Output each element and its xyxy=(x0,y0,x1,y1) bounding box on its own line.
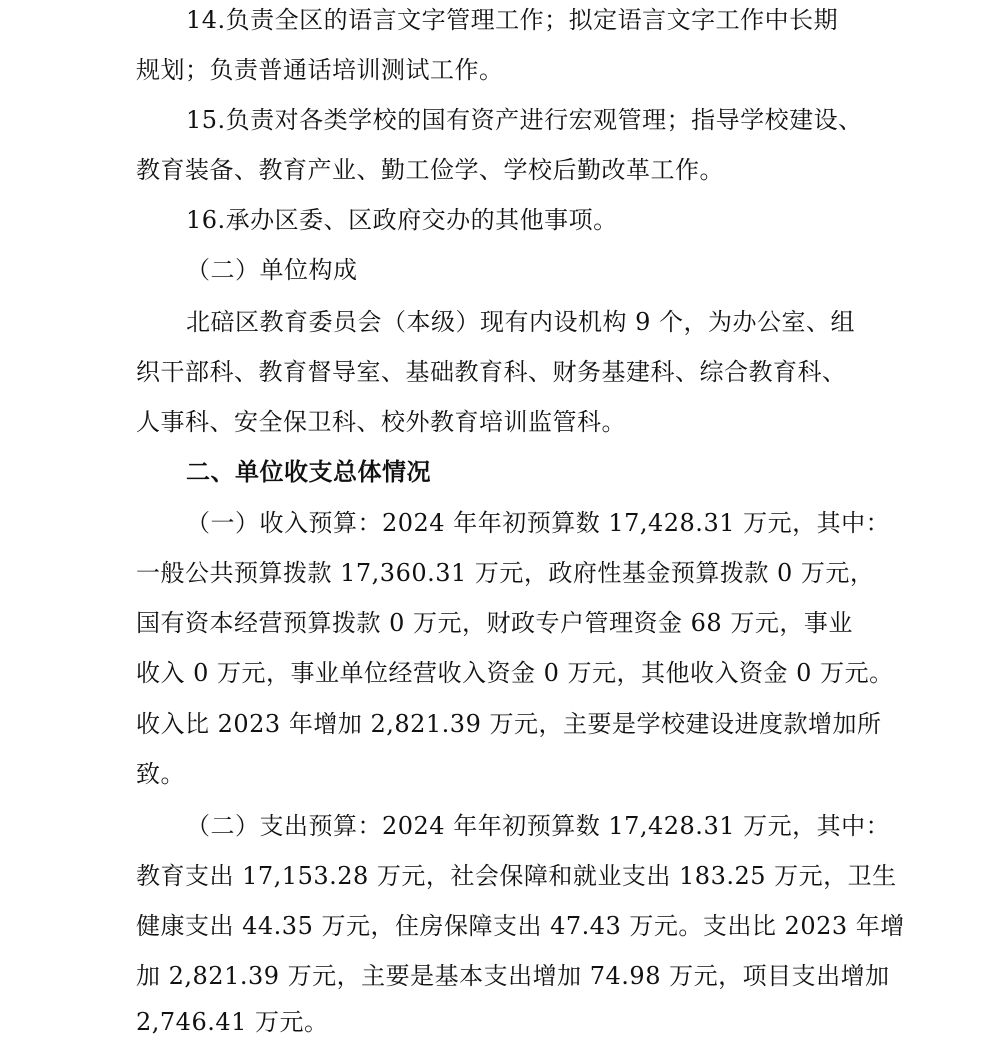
text-line: 教育装备、教育产业、勤工俭学、学校后勤改革工作。 xyxy=(136,156,724,184)
text-line: 北碚区教育委员会（本级）现有内设机构 9 个，为办公室、组 xyxy=(186,308,856,336)
text-line: 致。 xyxy=(136,760,185,788)
section-subheading: （二）单位构成 xyxy=(186,256,358,284)
text-line: 14.负责全区的语言文字管理工作；拟定语言文字工作中长期 xyxy=(186,6,839,34)
text-line: 15.负责对各类学校的国有资产进行宏观管理；指导学校建设、 xyxy=(186,106,863,134)
text-line: 规划；负责普通话培训测试工作。 xyxy=(136,56,504,84)
text-line: 收入 0 万元，事业单位经营收入资金 0 万元，其他收入资金 0 万元。 xyxy=(136,659,894,687)
text-line: 收入比 2023 年增加 2,821.39 万元，主要是学校建设进度款增加所 xyxy=(136,710,882,738)
text-line: 教育支出 17,153.28 万元，社会保障和就业支出 183.25 万元，卫生 xyxy=(136,862,897,890)
text-line: 16.承办区委、区政府交办的其他事项。 xyxy=(186,206,618,234)
text-line: （一）收入预算：2024 年年初预算数 17,428.31 万元，其中： xyxy=(186,509,891,537)
text-line: 国有资本经营预算拨款 0 万元，财政专户管理资金 68 万元，事业 xyxy=(136,609,853,637)
text-line: （二）支出预算：2024 年年初预算数 17,428.31 万元，其中： xyxy=(186,812,891,840)
section-heading: 二、单位收支总体情况 xyxy=(186,457,431,486)
text-line: 加 2,821.39 万元，主要是基本支出增加 74.98 万元，项目支出增加 xyxy=(136,962,890,990)
text-line: 2,746.41 万元。 xyxy=(136,1008,329,1036)
text-line: 一般公共预算拨款 17,360.31 万元，政府性基金预算拨款 0 万元， xyxy=(136,559,875,587)
text-line: 织干部科、教育督导室、基础教育科、财务基建科、综合教育科、 xyxy=(136,358,847,386)
text-line: 人事科、安全保卫科、校外教育培训监管科。 xyxy=(136,408,626,436)
text-line: 健康支出 44.35 万元，住房保障支出 47.43 万元。支出比 2023 年增 xyxy=(136,912,905,940)
